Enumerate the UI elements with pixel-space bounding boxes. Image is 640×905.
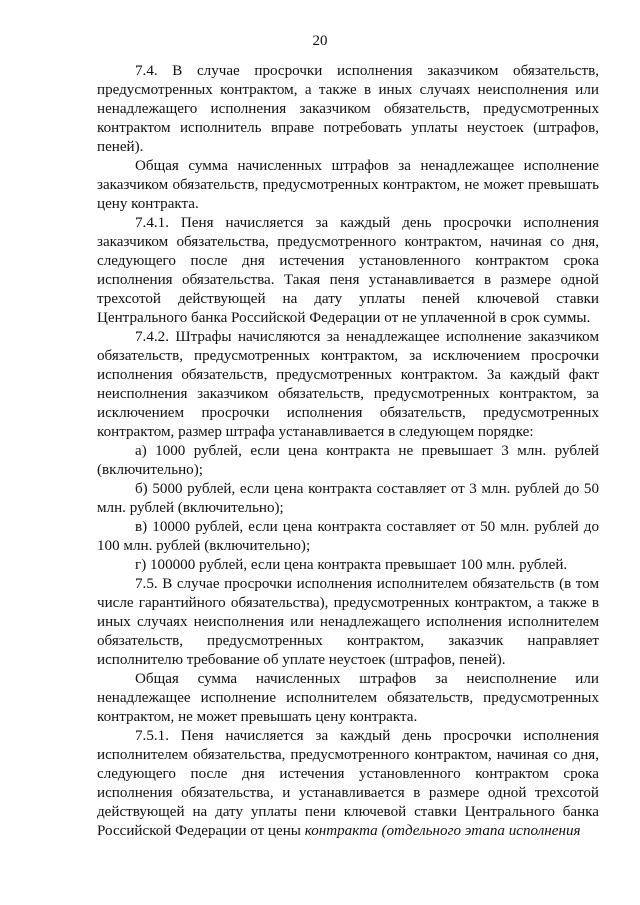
paragraph-7-5: 7.5. В случае просрочки исполнения исполнителем обязательств (в том числе гарантийного обязательства), предусмотренных контрактом, а также в иных случаях неисполнения или ненадлежащего исполнения исполнителем обязательств, предусмотренных контрактом, заказчик направляет исполнителю требование об уплате неустоек (штрафов, пеней).: [97, 576, 599, 668]
paragraph-7-5-1: [97, 727, 599, 841]
paragraph-total-customer-fines: Общая сумма начисленных штрафов за ненадлежащее исполнение заказчиком обязательств, предусмотренных контрактом, не может превышать цену контракта.: [97, 158, 599, 212]
page-number: 20: [312, 33, 328, 49]
paragraph-7-4-2: 7.4.2. Штрафы начисляются за ненадлежащее исполнение заказчиком обязательств, предусмотренных контрактом, за исключением просрочки исполнения обязательств, предусмотренных контрактом. За каждый факт неисполнения заказчиком обязательств, предусмотренных контрактом, за исключением просрочки исполнения обязательств, предусмотренных контрактом, размер штрафа устанавливается в следующем порядке:: [97, 329, 599, 440]
paragraph-total-contractor-fines: Общая сумма начисленных штрафов за неисполнение или ненадлежащее исполнение исполнителем обязательств, предусмотренных контрактом, не может превышать цену контракта.: [97, 671, 599, 725]
list-item-b: б) 5000 рублей, если цена контракта составляет от 3 млн. рублей до 50 млн. рублей (включительно);: [97, 481, 599, 516]
list-item-v: в) 10000 рублей, если цена контракта составляет от 50 млн. рублей до 100 млн. рублей (включительно);: [97, 519, 599, 554]
list-item-a: а) 1000 рублей, если цена контракта не превышает 3 млн. рублей (включительно);: [97, 443, 599, 478]
list-item-g: г) 100000 рублей, если цена контракта превышает 100 млн. рублей.: [135, 557, 568, 573]
paragraph-7-4-1: 7.4.1. Пеня начисляется за каждый день просрочки исполнения заказчиком обязательства, предусмотренного контрактом, начиная со дня, следующего после дня истечения установленного контрактом срока исполнения обязательства. Такая пеня устанавливается в размере одной трехсотой действующей на дату уплаты пеней ключевой ставки Центрального банка Российской Федерации от не уплаченной в срок суммы.: [97, 215, 599, 326]
paragraph-7-5-1-italic-text: контракта (отдельного этапа исполнения: [304, 823, 581, 839]
paragraph-7-5-1-text: 7.5.1. Пеня начисляется за каждый день просрочки исполнения исполнителем обязательства, предусмотренного контрактом, начиная со дня, следующего после дня истечения установленного контрактом срока исполнения обязательства, и устанавливается в размере одной трехсотой действующей на дату уплаты пени ключевой ставки Центрального банка Российской Федерации от цены: [97, 728, 599, 839]
paragraph-7-4: 7.4. В случае просрочки исполнения заказчиком обязательств, предусмотренных контрактом, а также в иных случаях неисполнения или ненадлежащего исполнения заказчиком обязательств, предусмотренных контрактом исполнитель вправе потребовать уплаты неустоек (штрафов, пеней).: [97, 63, 599, 155]
document-body: [97, 62, 599, 841]
